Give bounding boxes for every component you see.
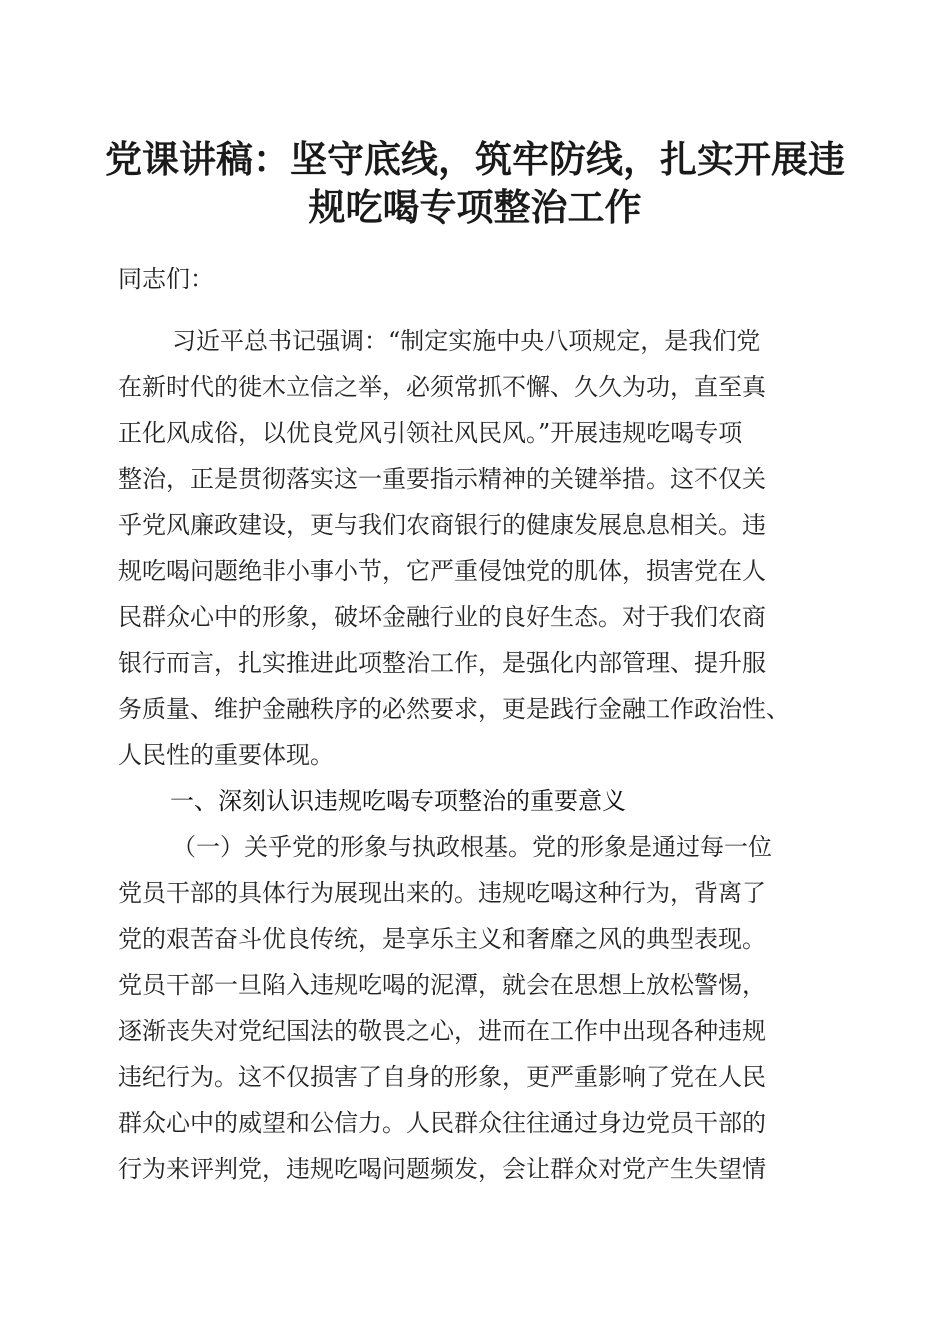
intro-line: 整治，正是贯彻落实这一重要指示精神的关键举措。这不仅关: [118, 465, 766, 493]
intro-line: 在新时代的徙木立信之举，必须常抓不懈、久久为功，直至真: [118, 373, 766, 401]
document-title-line-2: 规吃喝专项整治工作: [308, 185, 642, 229]
document-title-line-1: 党课讲稿：坚守底线，筑牢防线，扎实开展违: [105, 137, 845, 181]
section-1-line: 党的艰苦奋斗优良传统，是享乐主义和奢靡之风的典型表现。: [118, 925, 766, 953]
section-1-line: 违纪行为。这不仅损害了自身的形象，更严重影响了党在人民: [118, 1063, 766, 1091]
section-1-line: 群众心中的威望和公信力。人民群众往往通过身边党员干部的: [118, 1109, 766, 1137]
section-1-line: 行为来评判党，违规吃喝问题频发，会让群众对党产生失望情: [118, 1155, 766, 1183]
intro-line: 正化风成俗，以优良党风引领社风民风。”开展违规吃喝专项: [118, 419, 743, 447]
intro-line: 务质量、维护金融秩序的必然要求，更是践行金融工作政治性、: [118, 695, 790, 723]
section-1-line: 党员干部的具体行为展现出来的。违规吃喝这种行为，背离了: [118, 879, 766, 907]
salutation: 同志们：: [118, 265, 214, 293]
section-1-line: 党员干部一旦陷入违规吃喝的泥潭，就会在思想上放松警惕，: [118, 971, 766, 999]
intro-line: 人民性的重要体现。: [118, 741, 334, 769]
section-1-heading: 一、深刻认识违规吃喝专项整治的重要意义: [170, 787, 626, 815]
intro-line: 银行而言，扎实推进此项整治工作，是强化内部管理、提升服: [118, 649, 766, 677]
intro-line: 习近平总书记强调：“制定实施中央八项规定，是我们党: [172, 327, 761, 355]
intro-line: 规吃喝问题绝非小事小节，它严重侵蚀党的肌体，损害党在人: [118, 557, 766, 585]
intro-line: 民群众心中的形象，破坏金融行业的良好生态。对于我们农商: [118, 603, 766, 631]
section-1-line: 逐渐丧失对党纪国法的敬畏之心，进而在工作中出现各种违规: [118, 1017, 766, 1045]
intro-line: 乎党风廉政建设，更与我们农商银行的健康发展息息相关。违: [118, 511, 766, 539]
section-1-line: （一）关乎党的形象与执政根基。党的形象是通过每一位: [172, 833, 772, 861]
